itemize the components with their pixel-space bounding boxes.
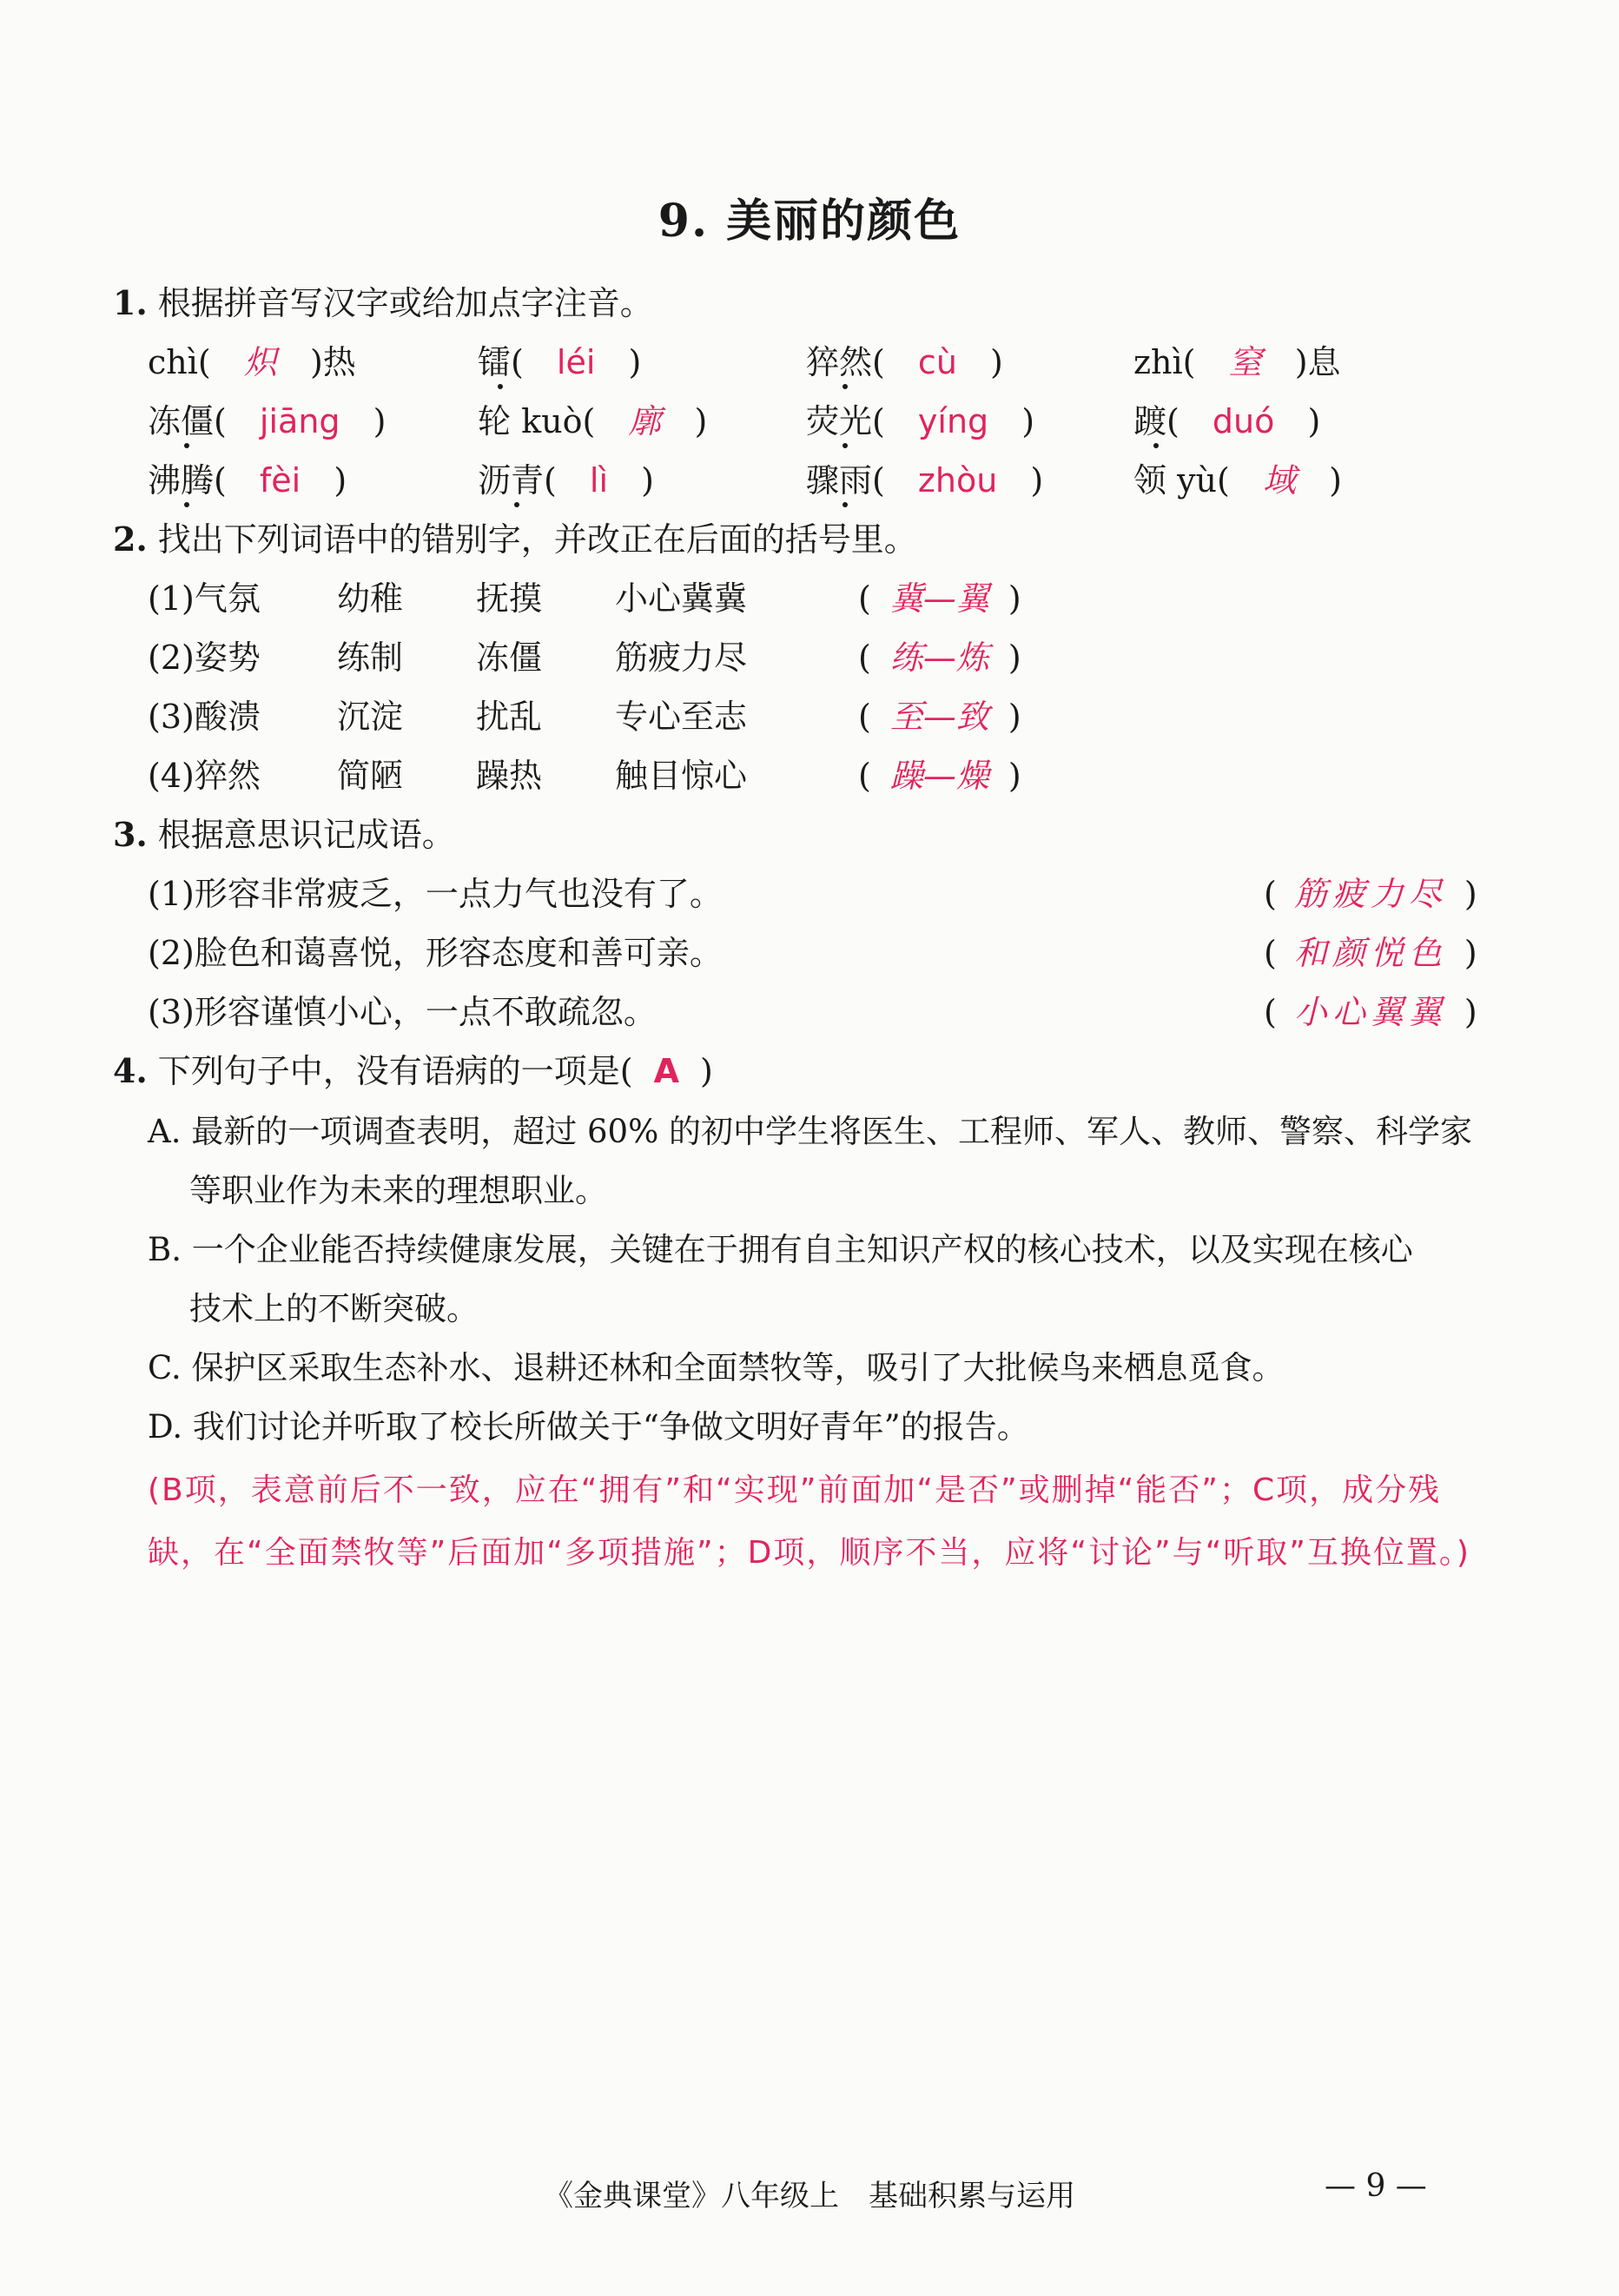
q2-answer-row: ( 练—炼 ) bbox=[858, 639, 1021, 677]
q1-item-prefix: 沸腾( bbox=[148, 461, 227, 500]
q3-answer: 筋疲力尽 bbox=[1293, 875, 1447, 913]
q1-item bbox=[148, 461, 347, 500]
q4-option-a: A. 最新的一项调查表明，超过 60% 的初中学生将医生、工程师、军人、教师、警察、科学家 bbox=[148, 1113, 1473, 1150]
q1-item-prefix: zhì( bbox=[1133, 343, 1196, 381]
q3-item-text: (2)脸色和蔼喜悦，形容态度和善可亲。 bbox=[148, 934, 723, 972]
q1-item bbox=[806, 343, 1003, 381]
q3-item-text: (3)形容谨慎小心，一点不敢疏忽。 bbox=[148, 993, 657, 1031]
q4-option-c: C. 保护区采取生态补水、退耕还林和全面禁牧等，吸引了大批候鸟来栖息觅食。 bbox=[148, 1349, 1285, 1386]
q1-item-prefix: 冻僵( bbox=[148, 402, 227, 440]
q1-item-suffix: ) bbox=[1307, 402, 1321, 440]
q4-text-end: ) bbox=[700, 1052, 713, 1090]
q4-answer: A bbox=[653, 1052, 680, 1090]
q1-item-answer: lì bbox=[589, 461, 609, 500]
q4-text: 下列句子中，没有语病的一项是( bbox=[157, 1052, 633, 1090]
q1-item bbox=[1133, 461, 1342, 500]
q1-item-answer: zhòu bbox=[917, 461, 998, 500]
q2-word: (3)酸溃 bbox=[148, 698, 261, 736]
q2-row bbox=[148, 579, 261, 618]
q2-answer: 至—致 bbox=[889, 698, 989, 736]
q3-answer-row: ( 小心翼翼 ) bbox=[1264, 993, 1477, 1031]
footer-book-title: 《金典课堂》八年级上 基础积累与运用 bbox=[544, 2179, 1075, 2213]
q2-word: 沉淀 bbox=[337, 698, 404, 736]
q2-word: 专心至志 bbox=[615, 698, 748, 736]
q1-item-answer: fèi bbox=[259, 461, 301, 500]
q2-answer: 冀—翼 bbox=[889, 579, 989, 618]
q1-item-suffix: )热 bbox=[309, 343, 356, 381]
q4-option-a-cont: 等职业作为未来的理想职业。 bbox=[189, 1172, 607, 1209]
q2-word: 触目惊心 bbox=[615, 757, 748, 795]
q1-item bbox=[478, 402, 708, 440]
q1-item-prefix: 荧光( bbox=[806, 402, 885, 440]
q2-word: 幼稚 bbox=[337, 579, 404, 618]
q3-text: 根据意思识记成语。 bbox=[157, 816, 455, 854]
q2-word: 筋疲力尽 bbox=[615, 639, 748, 677]
q1-item-suffix: ) bbox=[334, 461, 347, 500]
q1-item-prefix: 沥青( bbox=[478, 461, 557, 500]
q2-word: 抚摸 bbox=[476, 579, 543, 618]
q4-option-b-cont: 技术上的不断突破。 bbox=[189, 1290, 479, 1327]
q1-number: 1. bbox=[113, 283, 148, 322]
q1-item bbox=[1133, 343, 1341, 381]
q3-answer: 和颜悦色 bbox=[1293, 934, 1447, 972]
q1-item bbox=[806, 461, 1044, 500]
q2-heading bbox=[113, 519, 917, 559]
q1-item-prefix: chì( bbox=[148, 343, 211, 381]
q2-word: (2)姿势 bbox=[148, 639, 261, 677]
q2-word: 简陋 bbox=[337, 757, 404, 795]
q1-item-suffix: ) bbox=[694, 402, 708, 440]
q2-word: 练制 bbox=[337, 639, 404, 677]
q1-item-prefix: 踱( bbox=[1133, 402, 1180, 440]
q1-item-suffix: ) bbox=[1030, 461, 1044, 500]
q1-item-answer: duó bbox=[1212, 402, 1275, 440]
q2-answer-row: ( 至—致 ) bbox=[858, 698, 1021, 736]
q1-item-suffix: ) bbox=[1329, 461, 1342, 500]
q1-item bbox=[478, 461, 654, 500]
q2-answer: 练—炼 bbox=[889, 639, 989, 677]
q1-text: 根据拼音写汉字或给加点字注音。 bbox=[157, 284, 653, 322]
q3-answer: 小心翼翼 bbox=[1293, 993, 1447, 1031]
q1-item-answer: cù bbox=[917, 343, 957, 381]
q3-number: 3. bbox=[113, 815, 148, 854]
page-title: 9. 美丽的颜色 bbox=[658, 195, 961, 248]
q1-item bbox=[148, 343, 356, 381]
q1-item-suffix: ) bbox=[373, 402, 387, 440]
q1-item-prefix: 骤雨( bbox=[806, 461, 885, 500]
q1-item-suffix: ) bbox=[641, 461, 654, 500]
q2-number: 2. bbox=[113, 519, 148, 559]
q4-number: 4. bbox=[113, 1051, 148, 1090]
q2-word: 躁热 bbox=[476, 757, 543, 795]
q1-item-answer: yíng bbox=[917, 402, 989, 440]
q2-word: (4)猝然 bbox=[148, 757, 261, 795]
q2-row bbox=[148, 698, 261, 736]
q1-item bbox=[148, 402, 387, 440]
q1-item-answer: 窒 bbox=[1228, 343, 1262, 381]
q1-item bbox=[478, 343, 642, 381]
q1-item-suffix: ) bbox=[1021, 402, 1035, 440]
q1-item-answer: léi bbox=[556, 343, 596, 381]
q4-option-b: B. 一个企业能否持续健康发展，关键在于拥有自主知识产权的核心技术，以及实现在核心 bbox=[148, 1231, 1413, 1268]
q1-heading bbox=[113, 283, 653, 322]
q2-word: 小心冀冀 bbox=[615, 579, 748, 618]
page-number: — 9 — bbox=[1325, 2168, 1427, 2204]
q1-item-prefix: 轮 kuò( bbox=[478, 402, 596, 440]
q3-answer-row: ( 筋疲力尽 ) bbox=[1264, 875, 1477, 913]
q1-item-prefix: 镭( bbox=[478, 343, 524, 381]
q2-word: (1)气氛 bbox=[148, 579, 261, 618]
q3-heading bbox=[113, 815, 455, 854]
q4-option-d: D. 我们讨论并听取了校长所做关于“争做文明好青年”的报告。 bbox=[148, 1408, 1029, 1446]
q1-item-answer: 廓 bbox=[628, 402, 662, 440]
q1-item-suffix: ) bbox=[990, 343, 1003, 381]
q4-heading bbox=[113, 1051, 713, 1090]
q2-word: 扰乱 bbox=[476, 698, 543, 736]
q1-item bbox=[806, 402, 1035, 440]
q3-item-text: (1)形容非常疲乏，一点力气也没有了。 bbox=[148, 875, 723, 913]
q2-row bbox=[148, 639, 261, 677]
q1-item-prefix: 猝然( bbox=[806, 343, 885, 381]
q1-item-answer: jiāng bbox=[259, 402, 340, 440]
q2-row bbox=[148, 757, 261, 795]
q1-item-answer: 炽 bbox=[243, 343, 277, 381]
q1-item-prefix: 领 yù( bbox=[1133, 461, 1230, 500]
q2-answer-row: ( 冀—翼 ) bbox=[858, 579, 1021, 618]
q1-item bbox=[1133, 402, 1321, 440]
q2-answer-row: ( 躁—燥 ) bbox=[858, 757, 1021, 795]
q2-answer: 躁—燥 bbox=[889, 757, 989, 795]
q2-word: 冻僵 bbox=[476, 639, 543, 677]
q1-item-suffix: )息 bbox=[1294, 343, 1341, 381]
q1-item-suffix: ) bbox=[628, 343, 642, 381]
q2-text: 找出下列词语中的错别字，并改正在后面的括号里。 bbox=[157, 520, 917, 559]
q1-item-answer: 域 bbox=[1262, 461, 1296, 500]
q4-explanation: (B项，表意前后不一致，应在“拥有”和“实现”前面加“是否”或删掉“能否”；C项，成分残缺，在“全面禁牧等”后面加“多项措施”；D项，顺序不当，应将“讨论”与“听取”互换位置。) bbox=[148, 1472, 1470, 1571]
q3-answer-row: ( 和颜悦色 ) bbox=[1264, 934, 1477, 972]
